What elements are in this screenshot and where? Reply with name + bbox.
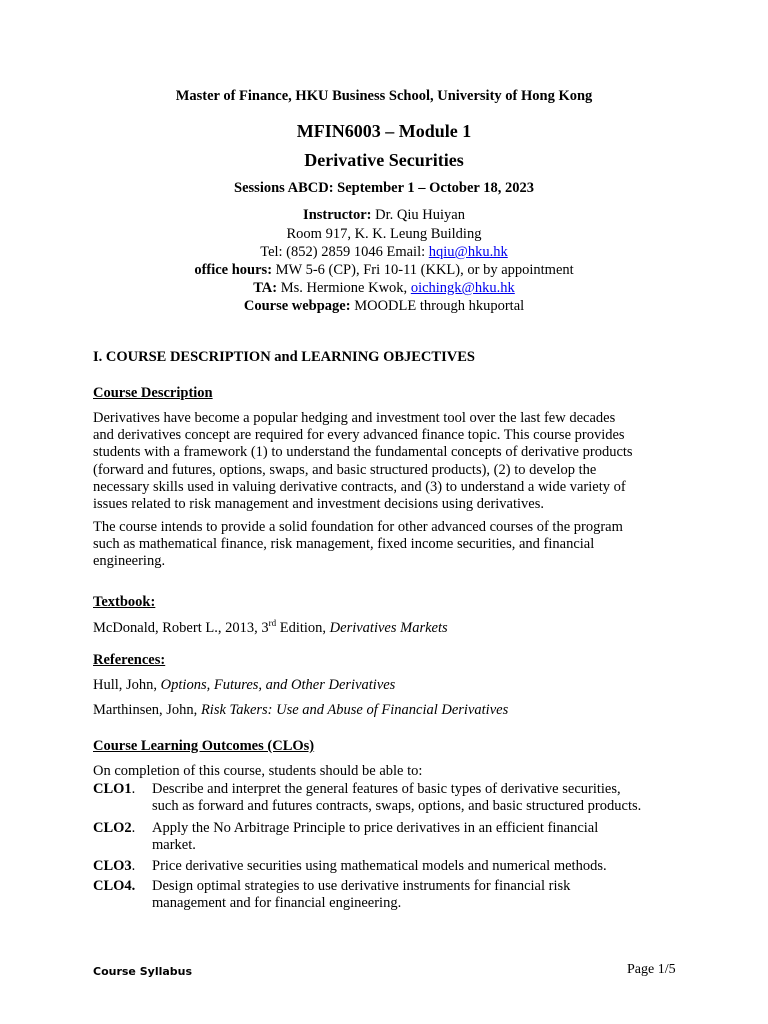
instructor-label: Instructor: [303, 207, 372, 223]
course-webpage-value: MOODLE through hkuportal [350, 298, 525, 314]
paragraph-line: (forward and futures, options, swaps, and basic structured products), (2) to develop the [93, 461, 597, 478]
instructor-tel: Tel: (852) 2859 1046 Email: [260, 244, 429, 260]
textbook-entry [93, 620, 683, 637]
course-webpage-line [0, 297, 768, 316]
textbook-edition-suffix: rd [268, 618, 277, 629]
reference-author: Hull, John, [93, 677, 161, 693]
instructor-name: Dr. Qiu Huiyan [371, 207, 465, 223]
course-foundation-text [93, 519, 683, 571]
paragraph-line: The course intends to provide a solid foundation for other advanced courses of the program [93, 519, 623, 535]
clo-key: CLO2. [93, 820, 136, 836]
reference-title: Options, Futures, and Other Derivatives [160, 677, 396, 693]
references-heading: References: [93, 652, 166, 668]
course-description-text [93, 410, 683, 513]
ta-email-link[interactable]: oichingk@hku.hk [410, 280, 515, 296]
section-heading: I. COURSE DESCRIPTION and LEARNING OBJECTIVES [93, 349, 475, 365]
ta-line [0, 279, 768, 298]
clo-intro: On completion of this course, students should be able to: [93, 763, 423, 779]
sessions-dates: Sessions ABCD: September 1 – October 18, 2023 [234, 180, 534, 196]
clo-text: Apply the No Arbitrage Principle to price derivatives in an efficient financial market. [152, 820, 599, 854]
reference-author: Marthinsen, John, [93, 702, 201, 718]
instructor-contact [0, 243, 768, 262]
clo-text: Design optimal strategies to use derivative instruments for financial risk management and for financial engineering. [152, 878, 571, 912]
paragraph-line: issues related to risk management and investment decisions using derivatives. [93, 496, 545, 513]
paragraph-line: Derivatives have become a popular hedging and investment tool over the last few decades [93, 410, 616, 426]
office-hours-label: office hours: [194, 262, 273, 278]
clo-key: CLO3. [93, 858, 136, 874]
textbook-heading: Textbook: [93, 594, 156, 610]
textbook-edition: Edition, [276, 620, 330, 636]
clo-heading: Course Learning Outcomes (CLOs) [93, 738, 315, 754]
textbook-author: McDonald, Robert L., 2013, 3 [93, 620, 269, 636]
reference-title: Risk Takers: Use and Abuse of Financial Derivatives [200, 702, 509, 718]
clo-text: Describe and interpret the general features of basic types of derivative securities, such as forward and futures contracts, swaps, options, and basic structured products. [152, 781, 642, 815]
reference-item [93, 677, 683, 694]
paragraph-line: such as mathematical finance, risk management, fixed income securities, and financial [93, 536, 595, 553]
clo-key: CLO1. [93, 781, 136, 797]
course-webpage-label: Course webpage: [243, 298, 351, 314]
clo-key: CLO4. [93, 878, 136, 894]
paragraph-line: and derivatives concept are required for every advanced finance topic. This course provides [93, 427, 625, 444]
instructor-room: Room 917, K. K. Leung Building [286, 226, 482, 242]
textbook-title: Derivatives Markets [329, 620, 448, 636]
office-hours-line [0, 261, 768, 280]
paragraph-line: engineering. [93, 553, 166, 570]
footer-course-syllabus: Course Syllabus [93, 965, 193, 978]
course-title: Derivative Securities [304, 150, 464, 170]
instructor-line [0, 206, 768, 225]
course-code: MFIN6003 – Module 1 [296, 121, 472, 141]
course-description-heading: Course Description [93, 385, 213, 401]
clo-text: Price derivative securities using mathematical models and numerical methods. [152, 858, 607, 874]
paragraph-line: necessary skills used in valuing derivative contracts, and (3) to understand a wide variety of [93, 478, 626, 495]
page-number: Page 1/5 [627, 962, 676, 977]
ta-name: Ms. Hermione Kwok, [277, 280, 411, 296]
reference-item [93, 702, 683, 719]
office-hours-value: MW 5-6 (CP), Fri 10-11 (KKL), or by appointment [272, 262, 574, 278]
instructor-email-link[interactable]: hqiu@hku.hk [428, 244, 508, 260]
paragraph-line: students with a framework (1) to understand the fundamental concepts of derivative products [93, 444, 633, 461]
program-title: Master of Finance, HKU Business School, University of Hong Kong [175, 88, 593, 104]
ta-label: TA: [253, 280, 278, 296]
